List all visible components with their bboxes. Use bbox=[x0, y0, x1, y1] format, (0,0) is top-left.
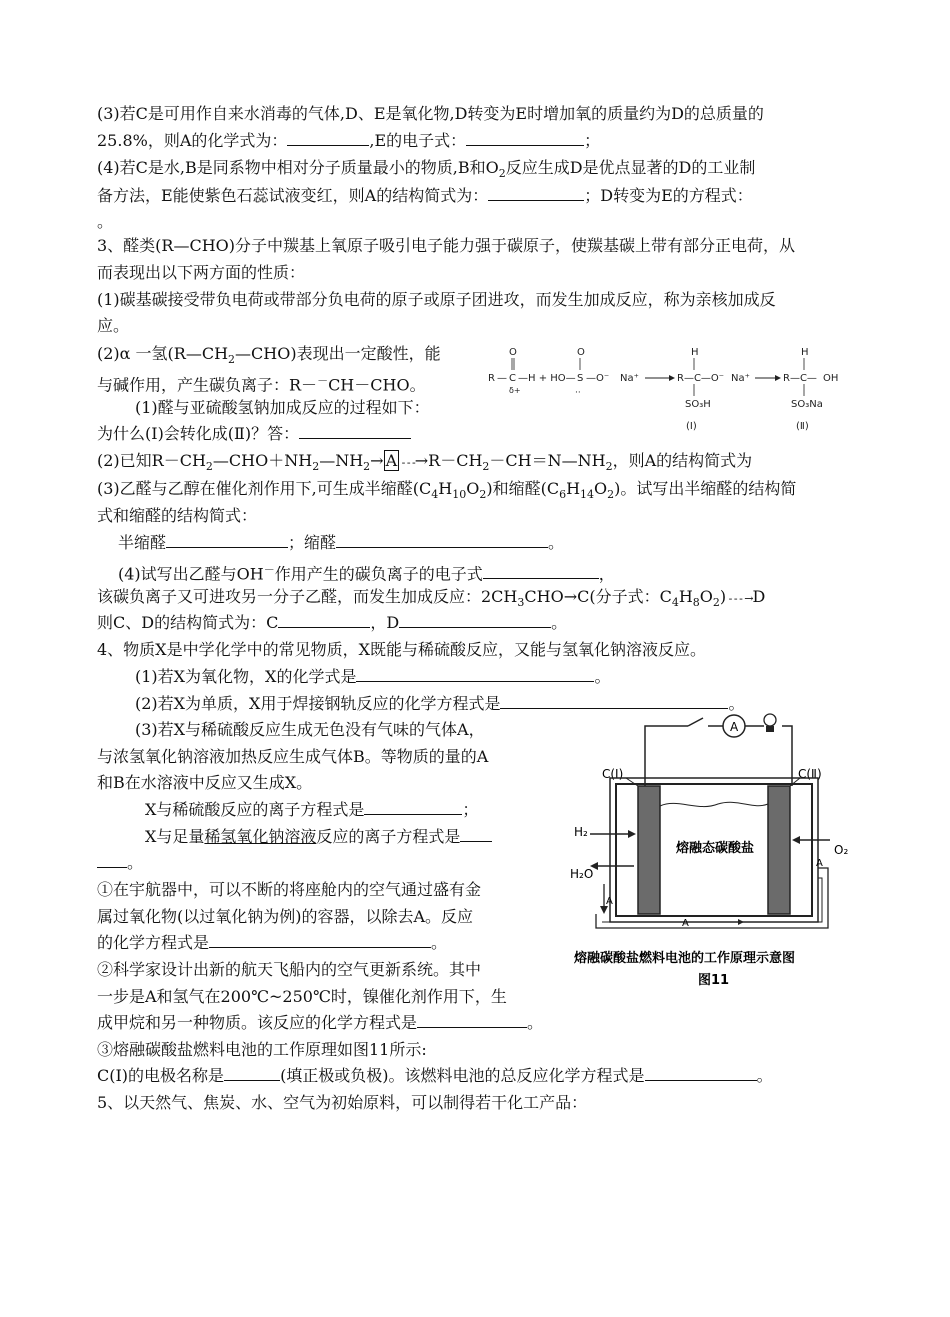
answer-blank[interactable] bbox=[364, 800, 462, 815]
dehydration-arrow: - - - bbox=[399, 456, 415, 469]
reaction-label: Na⁺ bbox=[620, 373, 639, 384]
q4-c2-line1: ②科学家设计出新的航天飞船内的空气更新系统。其中 bbox=[97, 960, 482, 979]
h2-label: H₂ bbox=[574, 825, 588, 839]
q4-c1-line1: ①在宇航器中，可以不断的将座舱内的空气通过盛有金 bbox=[97, 880, 482, 899]
answer-blank[interactable] bbox=[166, 533, 288, 548]
q4-p1: (1)若X为氧化物，X的化学式是 。 bbox=[135, 667, 611, 686]
switch-icon bbox=[688, 718, 703, 726]
q2-p3-line2: 25.8%，则A的化学式为： ,E的电子式： ； bbox=[97, 131, 601, 150]
q4-c3-line2: C(Ⅰ)的电极名称是 (填正极或负极)。该燃料电池的总反应化学方程式是 。 bbox=[97, 1066, 773, 1085]
answer-blank[interactable] bbox=[278, 613, 370, 628]
svg-text:—H + HO—: —H + HO— bbox=[518, 373, 576, 384]
reaction-label: δ+ bbox=[509, 386, 521, 395]
fuel-cell-diagram bbox=[568, 706, 858, 991]
q3-p2-line1: (2)α 一氢$(R—CH_2—CHO)$表现出一定酸性，能 bbox=[97, 344, 441, 367]
bulb-icon bbox=[764, 714, 776, 732]
q3-s2-line: (2)已知$R-CH_2—CHO+NH_2—NH_2\to A$ - - $-\to R-CH_2-CH=N—NH_2$，则A的结构简式为 bbox=[97, 451, 753, 474]
q3-p1-line1: (1)碳基碳接受带负电荷或带部分负电荷的原子或原子团进攻，而发生加成反应，称为亲核加成反 bbox=[97, 290, 776, 309]
q3-p2-line2: 与碱作用，产生碳负离子：R－－CH－CHO。 bbox=[97, 374, 426, 395]
q4-c2-line3: 成甲烷和另一种物质。该反应的化学方程式是 。 bbox=[97, 1013, 544, 1032]
figure-number: 图11 bbox=[698, 973, 730, 988]
reaction-label: (Ⅱ) bbox=[796, 421, 809, 432]
answer-blank[interactable] bbox=[488, 186, 584, 201]
ammeter-label: A bbox=[730, 720, 739, 734]
svg-text:—O⁻: —O⁻ bbox=[586, 373, 610, 384]
answer-blank[interactable] bbox=[483, 564, 599, 579]
q4-p3-line5: X与足量稀氢氧化钠溶液反应的离子方程式是 bbox=[145, 826, 492, 848]
cathode-electrode bbox=[768, 786, 790, 914]
q3-s4-line3: 则C、D的结构简式为：C ，D 。 bbox=[97, 613, 568, 632]
answer-blank[interactable] bbox=[209, 933, 431, 948]
reaction-label: SO₃H bbox=[685, 399, 711, 410]
q4-p3-line6: 。 bbox=[97, 852, 143, 874]
answer-blank[interactable] bbox=[299, 424, 411, 439]
answer-blank[interactable] bbox=[336, 533, 548, 548]
q3-intro-line2: 而表现出以下两方面的性质： bbox=[97, 263, 306, 282]
q3-s4-line1: (4)试写出乙醛与OH－作用产生的碳负离子的电子式 ， bbox=[118, 563, 615, 584]
svg-text:O: O bbox=[577, 347, 585, 358]
answer-blank[interactable] bbox=[399, 613, 551, 628]
q3-s1-line1: (1)醛与亚硫酸氢钠加成反应的过程如下： bbox=[135, 398, 430, 417]
anode-electrode bbox=[638, 786, 660, 914]
q3-s1-line2: 为什么(I)会转化成(Ⅱ)？答： bbox=[97, 423, 411, 445]
reaction-label: OH bbox=[823, 373, 839, 384]
q4-c2-line2: 一步是A和氢气在200℃~250℃时，镍催化剂作用下，生 bbox=[97, 987, 507, 1006]
answer-blank[interactable] bbox=[224, 1066, 280, 1081]
svg-text:—: — bbox=[497, 373, 507, 384]
q5-intro: 5、以天然气、焦炭、水、空气为初始原料，可以制得若干化工产品： bbox=[97, 1093, 588, 1112]
q4-p2: (2)若X为单质，X用于焊接钢轨反应的化学方程式是 。 bbox=[135, 694, 745, 713]
a-mark-left: A bbox=[606, 896, 613, 907]
reaction-label: SO₃Na bbox=[791, 399, 823, 410]
svg-text:R—C—O⁻: R—C—O⁻ bbox=[677, 373, 725, 384]
h2o-label: H₂O bbox=[570, 867, 594, 881]
svg-text:R—C—: R—C— bbox=[783, 373, 817, 384]
svg-text:H: H bbox=[691, 347, 699, 358]
q4-p3-line1: (3)若X与稀硫酸反应生成无色没有气味的气体A， bbox=[135, 720, 485, 739]
a-mark-bottom: A bbox=[682, 918, 689, 929]
q3-p1-line2: 应。 bbox=[97, 316, 130, 335]
q4-c3-line1: ③熔融碳酸盐燃料电池的工作原理如图11所示: bbox=[97, 1040, 427, 1059]
q3-s4-line2: 该碳负离子又可进攻另一分子乙醛，而发生加成反应：$2CH_3CHO\to C$(分子式：$C_4H_8O_2$) - - - →D bbox=[97, 587, 766, 610]
answer-blank[interactable] bbox=[466, 131, 584, 146]
svg-text:H: H bbox=[801, 347, 809, 358]
reaction-label: S bbox=[577, 373, 584, 384]
a-mark-right: A bbox=[816, 858, 823, 869]
reaction-label: R bbox=[488, 373, 495, 384]
q2-p3-line1: (3)若C是可用作自来水消毒的气体,D、E是氧化物,D转变为E时增加氧的质量约为D的总质量的 bbox=[97, 104, 764, 123]
answer-blank[interactable] bbox=[645, 1066, 757, 1081]
answer-blank[interactable] bbox=[97, 853, 127, 868]
reaction-label: (Ⅰ) bbox=[686, 421, 697, 432]
q2-p4-line3: 。 bbox=[97, 212, 114, 231]
q4-c1-line2: 属过氧化物(以过氧化钠为例)的容器，以除去A。反应 bbox=[97, 907, 474, 926]
electrolyte-label: 熔融态碳酸盐 bbox=[676, 841, 755, 856]
q4-p3-line3: 和B在水溶液中反应又生成X。 bbox=[97, 773, 313, 792]
svg-text:··: ·· bbox=[575, 388, 581, 398]
right-electrode-label: C(Ⅱ) bbox=[798, 767, 822, 781]
answer-blank[interactable] bbox=[460, 827, 492, 842]
q2-p4-line1: (4)若C是水,B是同系物中相对分子质量最小的物质,B和$O_2$反应生成D是优点显著的D的工业制 bbox=[97, 158, 756, 181]
reaction-label: C bbox=[509, 373, 516, 384]
reaction-label: O bbox=[509, 347, 517, 358]
q4-c1-line3: 的化学方程式是 。 bbox=[97, 933, 448, 952]
figure-caption: 熔融碳酸盐燃料电池的工作原理示意图 bbox=[574, 951, 796, 966]
answer-blank[interactable] bbox=[287, 131, 369, 146]
answer-blank[interactable] bbox=[417, 1013, 527, 1028]
q4-p3-line4: X与稀硫酸反应的离子方程式是 ； bbox=[145, 800, 479, 819]
svg-text:Na⁺: Na⁺ bbox=[731, 373, 750, 384]
o2-label: O₂ bbox=[834, 843, 849, 857]
q4-p3-line2: 与浓氢氧化钠溶液加热反应生成气体B。等物质的量的A bbox=[97, 747, 489, 766]
q2-p4-line2: 备方法，E能使紫色石蕊试液变红，则A的结构简式为： ；D转变为E的方程式： bbox=[97, 186, 753, 205]
aldehyde-bisulfite-reaction-figure bbox=[483, 343, 853, 435]
answer-blank[interactable] bbox=[356, 667, 594, 682]
q3-s3-line2: 式和缩醛的结构简式： bbox=[97, 506, 258, 525]
q3-s3-line1: (3)乙醛与乙醇在催化剂作用下,可生成半缩醛$(C_4H_{10}O_2)$和缩醛$(C_6H_{14}O_2)$。试写出半缩醛的结构简 bbox=[97, 479, 797, 502]
left-electrode-label: C(Ⅰ) bbox=[602, 767, 624, 781]
q3-s3-line3: 半缩醛 ；缩醛 。 bbox=[118, 533, 565, 552]
unknown-compound-box: A bbox=[385, 451, 398, 470]
q3-intro-line1: 3、醛类(R—CHO)分子中羰基上氧原子吸引电子能力强于碳原子，使羰基碳上带有部分正电荷，从 bbox=[97, 236, 796, 255]
q4-intro: 4、物质X是中学化学中的常见物质，X既能与稀硫酸反应，又能与氢氧化钠溶液反应。 bbox=[97, 640, 706, 659]
